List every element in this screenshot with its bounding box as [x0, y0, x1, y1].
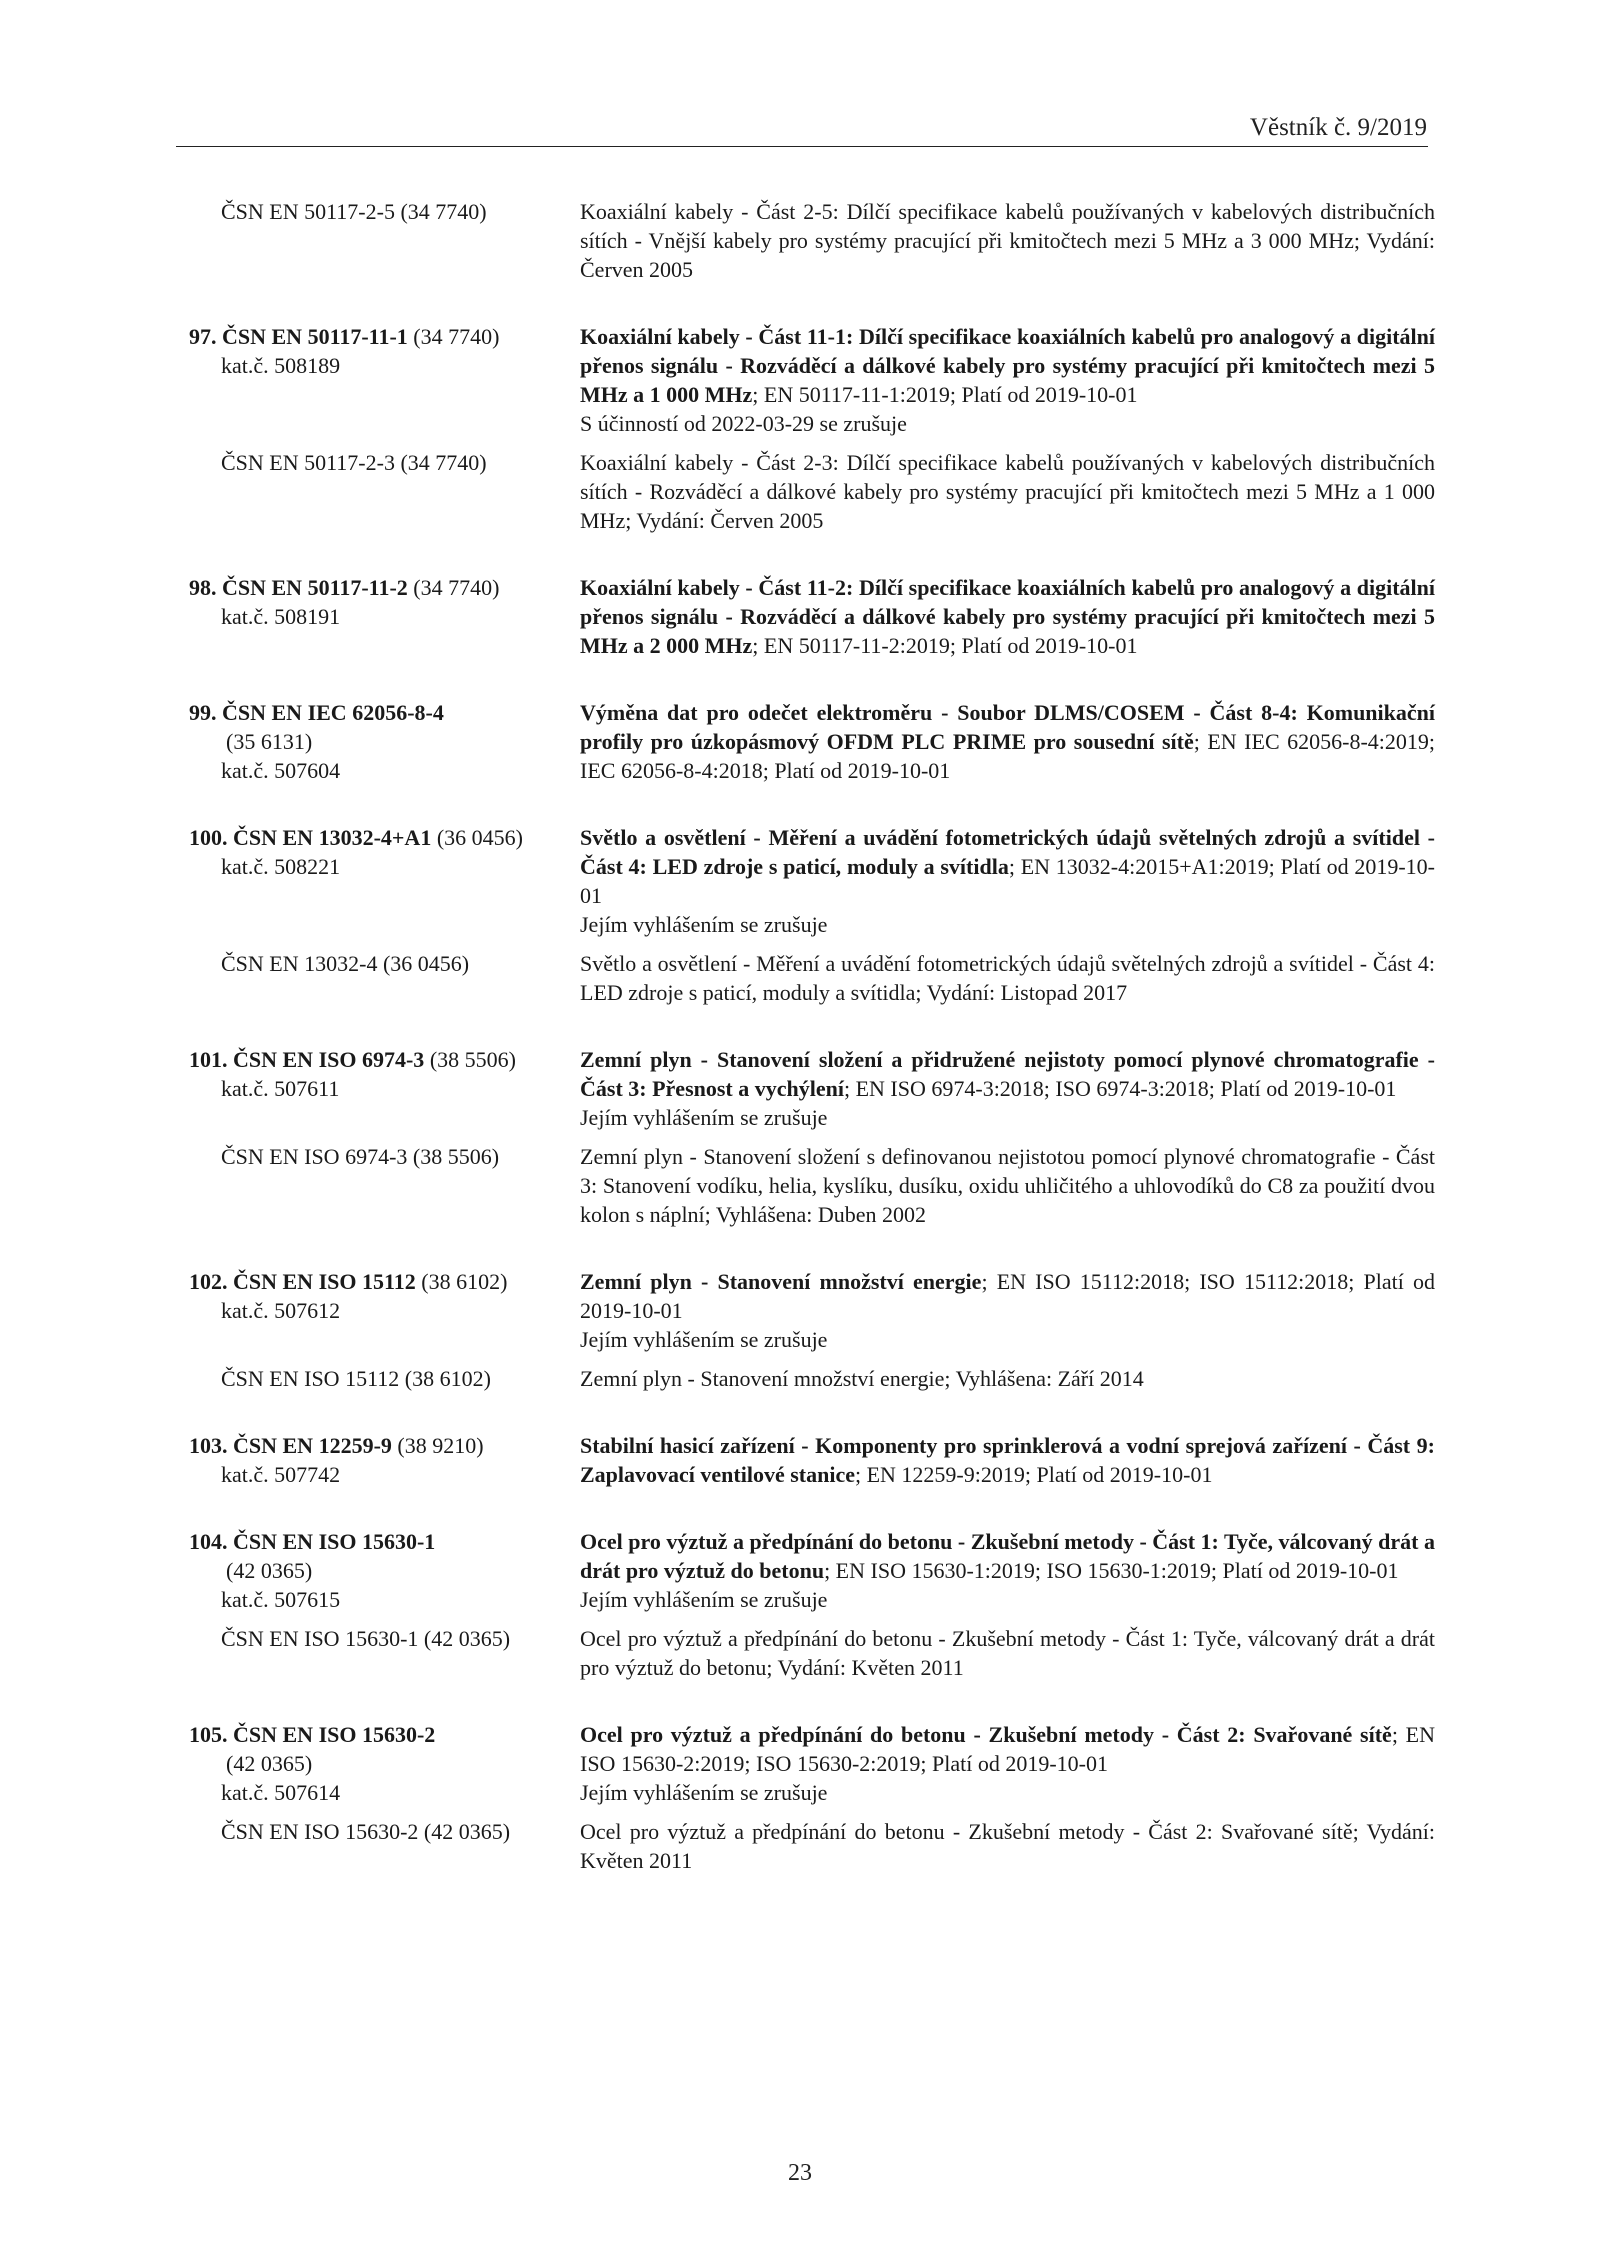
entry-number: 104. [189, 1529, 228, 1554]
standard-code: ČSN EN 50117-11-1 [222, 324, 408, 349]
standard-text [580, 1045, 1435, 1103]
standard-details: ; EN 12259-9:2019; Platí od 2019-10-01 [854, 1462, 1213, 1487]
replaced-standard-code: ČSN EN ISO 15630-1 (42 0365) [221, 1626, 511, 1651]
entry-number: 100. [189, 825, 228, 850]
standard-title: Koaxiální kabely - Část 11-2: Dílčí specifikace koaxiálních kabelů pro analogový a digitální přenos signálu - Rozváděcí a dálkové kabely pro systémy pracující při kmitočtech mezi 5 MHz a 2 000 MHz [580, 575, 1435, 658]
page-header-title: Věstník č. 9/2019 [1249, 114, 1427, 141]
standard-details: ; EN ISO 6974-3:2018; ISO 6974-3:2018; Platí od 2019-10-01 [843, 1076, 1397, 1101]
standard-id-cell [189, 949, 569, 978]
new-standard-row [0, 1527, 1600, 1614]
replaced-standard-code: ČSN EN ISO 6974-3 (38 5506) [221, 1144, 500, 1169]
classification-code: (34 7740) [413, 575, 500, 600]
standard-id-line [189, 698, 569, 727]
standard-id-cell [189, 1045, 569, 1103]
standard-id-line [189, 1527, 569, 1556]
standard-text [580, 573, 1435, 660]
standard-description-cell [580, 1720, 1435, 1807]
standard-entry [0, 698, 1600, 785]
standard-entry [0, 1431, 1600, 1489]
standard-details: ; EN ISO 15112:2018; ISO 15112:2018; Platí od 2019-10-01 [580, 1269, 1435, 1323]
standard-id-cell [189, 1364, 569, 1393]
classification-code: (36 0456) [436, 825, 523, 850]
standard-description-cell [580, 1045, 1435, 1132]
standard-id-cell [189, 1720, 569, 1807]
standard-description-cell [580, 1817, 1435, 1875]
standard-id-line [189, 823, 569, 852]
standard-description-cell [580, 322, 1435, 438]
standard-description-cell [580, 1527, 1435, 1614]
withdrawal-note: S účinností od 2022-03-29 se zrušuje [580, 411, 907, 436]
catalog-number: kat.č. 508191 [221, 604, 341, 629]
standard-entry [0, 1045, 1600, 1229]
standard-title: Světlo a osvětlení - Měření a uvádění fotometrických údajů světelných zdrojů a svítidel - Část 4: LED zdroje s paticí, moduly a svítidla [580, 825, 1435, 879]
standard-description-cell [580, 1142, 1435, 1229]
replaced-standard-code: ČSN EN 13032-4 (36 0456) [221, 951, 470, 976]
standard-id-cell [189, 322, 569, 380]
standard-id-line [189, 573, 569, 602]
entry-number: 102. [189, 1269, 228, 1294]
standards-list [0, 197, 1600, 1913]
standard-code: ČSN EN ISO 15630-2 [233, 1722, 436, 1747]
classification-code: (35 6131) [226, 729, 313, 754]
standard-code: ČSN EN 13032-4+A1 [233, 825, 432, 850]
entry-number: 99. [189, 700, 217, 725]
replaced-standard-description: Světlo a osvětlení - Měření a uvádění fotometrických údajů světelných zdrojů a svítidel - Část 4: LED zdroje s paticí, moduly a svítidla; Vydání: Listopad 2017 [580, 951, 1435, 1005]
replaced-standard-row [0, 1817, 1600, 1875]
standard-entry [0, 573, 1600, 660]
standard-id-line [189, 1431, 569, 1460]
standard-id-line [189, 1045, 569, 1074]
standard-id-cell [189, 1817, 569, 1846]
standard-id-cell [189, 197, 569, 226]
catalog-number: kat.č. 507742 [221, 1462, 341, 1487]
standard-entry [0, 1720, 1600, 1875]
new-standard-row [0, 698, 1600, 785]
replaced-standard-description: Ocel pro výztuž a předpínání do betonu - Zkušební metody - Část 1: Tyče, válcovaný drát a drát pro výztuž do betonu; Vydání: Květen 2011 [580, 1626, 1435, 1680]
standard-description-cell [580, 698, 1435, 785]
classification-code: (42 0365) [226, 1751, 313, 1776]
catalog-number: kat.č. 507604 [221, 758, 341, 783]
replaced-standard-description: Ocel pro výztuž a předpínání do betonu - Zkušební metody - Část 2: Svařované sítě; Vydání: Květen 2011 [580, 1819, 1435, 1873]
catalog-number: kat.č. 507612 [221, 1298, 341, 1323]
standard-id-line [189, 1267, 569, 1296]
standard-text [580, 1431, 1435, 1489]
classification-code: (42 0365) [226, 1558, 313, 1583]
catalog-number: kat.č. 508221 [221, 854, 341, 879]
standard-title: Koaxiální kabely - Část 11-1: Dílčí specifikace koaxiálních kabelů pro analogový a digitální přenos signálu - Rozváděcí a dálkové kabely pro systémy pracující při kmitočtech mezi 5 MHz a 1 000 MHz [580, 324, 1435, 407]
entry-number: 105. [189, 1722, 228, 1747]
withdrawal-note: Jejím vyhlášením se zrušuje [580, 1105, 828, 1130]
classification-code: (38 6102) [421, 1269, 508, 1294]
replaced-standard-code: ČSN EN 50117-2-5 (34 7740) [221, 199, 487, 224]
standard-title: Ocel pro výztuž a předpínání do betonu - Zkušební metody - Část 1: Tyče, válcovaný drát a drát pro výztuž do betonu [580, 1529, 1435, 1583]
replaced-standard-code: ČSN EN ISO 15630-2 (42 0365) [221, 1819, 511, 1844]
standard-details: ; EN ISO 15630-1:2019; ISO 15630-1:2019; Platí od 2019-10-01 [824, 1558, 1399, 1583]
standard-description-cell [580, 823, 1435, 939]
header-rule [176, 146, 1428, 147]
standard-text [580, 698, 1435, 785]
classification-code: (38 9210) [397, 1433, 484, 1458]
standard-id-cell [189, 1527, 569, 1614]
replaced-standard-row [0, 197, 1600, 284]
standard-description-cell [580, 197, 1435, 284]
catalog-number: kat.č. 508189 [221, 353, 341, 378]
replaced-standard-code: ČSN EN 50117-2-3 (34 7740) [221, 450, 487, 475]
replaced-standard-description: Zemní plyn - Stanovení množství energie; Vyhlášena: Září 2014 [580, 1366, 1144, 1391]
standard-id-cell [189, 823, 569, 881]
standard-description-cell [580, 1364, 1435, 1393]
standard-description-cell [580, 1624, 1435, 1682]
catalog-number: kat.č. 507615 [221, 1587, 341, 1612]
standard-text [580, 322, 1435, 409]
standard-details: ; EN 50117-11-1:2019; Platí od 2019-10-01 [752, 382, 1138, 407]
entry-number: 101. [189, 1047, 228, 1072]
new-standard-row [0, 1267, 1600, 1354]
replaced-standard-row [0, 1364, 1600, 1393]
standard-entry [0, 1267, 1600, 1393]
standard-id-line [189, 1720, 569, 1749]
withdrawal-note: Jejím vyhlášením se zrušuje [580, 1327, 828, 1352]
standard-text [580, 1267, 1435, 1325]
new-standard-row [0, 1045, 1600, 1132]
standard-title: Ocel pro výztuž a předpínání do betonu - Zkušební metody - Část 2: Svařované sítě [580, 1722, 1392, 1747]
standard-code: ČSN EN 50117-11-2 [222, 575, 408, 600]
standard-code: ČSN EN 12259-9 [233, 1433, 392, 1458]
standard-description-cell [580, 448, 1435, 535]
standard-code: ČSN EN ISO 15630-1 [233, 1529, 436, 1554]
standard-id-cell [189, 448, 569, 477]
standard-text [580, 1720, 1435, 1778]
standard-id-cell [189, 1431, 569, 1489]
standard-details: ; EN 50117-11-2:2019; Platí od 2019-10-01 [752, 633, 1138, 658]
replaced-standard-description: Zemní plyn - Stanovení složení s definovanou nejistotou pomocí plynové chromatografie - Část 3: Stanovení vodíku, helia, kyslíku, dusíku, oxidu uhličitého a uhlovodíků do C8 za použití dvou kolon s náplní; Vyhlášena: Duben 2002 [580, 1144, 1435, 1227]
new-standard-row [0, 823, 1600, 939]
standard-text [580, 1527, 1435, 1585]
standard-id-cell [189, 1142, 569, 1171]
replaced-standard-row [0, 448, 1600, 535]
standard-title: Zemní plyn - Stanovení složení a přidružené nejistoty pomocí plynové chromatografie - Část 3: Přesnost a vychýlení [580, 1047, 1435, 1101]
standard-id-line [189, 322, 569, 351]
new-standard-row [0, 1431, 1600, 1489]
replaced-standard-description: Koaxiální kabely - Část 2-3: Dílčí specifikace kabelů používaných v kabelových distribučních sítích - Rozváděcí a dálkové kabely pro systémy pracující při kmitočtech mezi 5 MHz a 1 000 MHz; Vydání: Červen 2005 [580, 450, 1435, 533]
standard-entry [0, 322, 1600, 535]
catalog-number: kat.č. 507614 [221, 1780, 341, 1805]
withdrawal-note: Jejím vyhlášením se zrušuje [580, 912, 828, 937]
replaced-standard-row [0, 1142, 1600, 1229]
replaced-standard-description: Koaxiální kabely - Část 2-5: Dílčí specifikace kabelů používaných v kabelových distribučních sítích - Vnější kabely pro systémy pracující při kmitočtech mezi 5 MHz a 3 000 MHz; Vydání: Červen 2005 [580, 199, 1435, 282]
standard-id-cell [189, 1624, 569, 1653]
standard-description-cell [580, 573, 1435, 660]
entry-number: 97. [189, 324, 217, 349]
standard-description-cell [580, 1267, 1435, 1354]
standard-entry [0, 197, 1600, 284]
classification-code: (38 5506) [429, 1047, 516, 1072]
standard-entry [0, 823, 1600, 1007]
standard-code: ČSN EN IEC 62056-8-4 [222, 700, 444, 725]
withdrawal-note: Jejím vyhlášením se zrušuje [580, 1587, 828, 1612]
standard-title: Výměna dat pro odečet elektroměru - Soubor DLMS/COSEM - Část 8-4: Komunikační profily pro úzkopásmový OFDM PLC PRIME pro sousední sítě [580, 700, 1435, 754]
page-number: 23 [788, 2160, 812, 2186]
standard-details: ; EN ISO 15630-2:2019; ISO 15630-2:2019; Platí od 2019-10-01 [580, 1722, 1435, 1776]
standard-entry [0, 1527, 1600, 1682]
standard-id-cell [189, 1267, 569, 1325]
entry-number: 98. [189, 575, 217, 600]
classification-code: (34 7740) [413, 324, 500, 349]
standard-details: ; EN 13032-4:2015+A1:2019; Platí od 2019-10-01 [580, 854, 1435, 908]
standard-id-cell [189, 698, 569, 785]
entry-number: 103. [189, 1433, 228, 1458]
standard-code: ČSN EN ISO 15112 [233, 1269, 416, 1294]
standard-title: Stabilní hasicí zařízení - Komponenty pro sprinklerová a vodní sprejová zařízení - Část 9: Zaplavovací ventilové stanice [580, 1433, 1435, 1487]
standard-description-cell [580, 1431, 1435, 1489]
standard-description-cell [580, 949, 1435, 1007]
standard-code: ČSN EN ISO 6974-3 [233, 1047, 425, 1072]
new-standard-row [0, 573, 1600, 660]
catalog-number: kat.č. 507611 [221, 1076, 340, 1101]
standard-text [580, 823, 1435, 910]
new-standard-row [0, 322, 1600, 438]
standard-id-cell [189, 573, 569, 631]
replaced-standard-row [0, 949, 1600, 1007]
replaced-standard-row [0, 1624, 1600, 1682]
standard-details: ; EN IEC 62056-8-4:2019; IEC 62056-8-4:2018; Platí od 2019-10-01 [580, 729, 1435, 783]
replaced-standard-code: ČSN EN ISO 15112 (38 6102) [221, 1366, 491, 1391]
new-standard-row [0, 1720, 1600, 1807]
withdrawal-note: Jejím vyhlášením se zrušuje [580, 1780, 828, 1805]
standard-title: Zemní plyn - Stanovení množství energie [580, 1269, 982, 1294]
